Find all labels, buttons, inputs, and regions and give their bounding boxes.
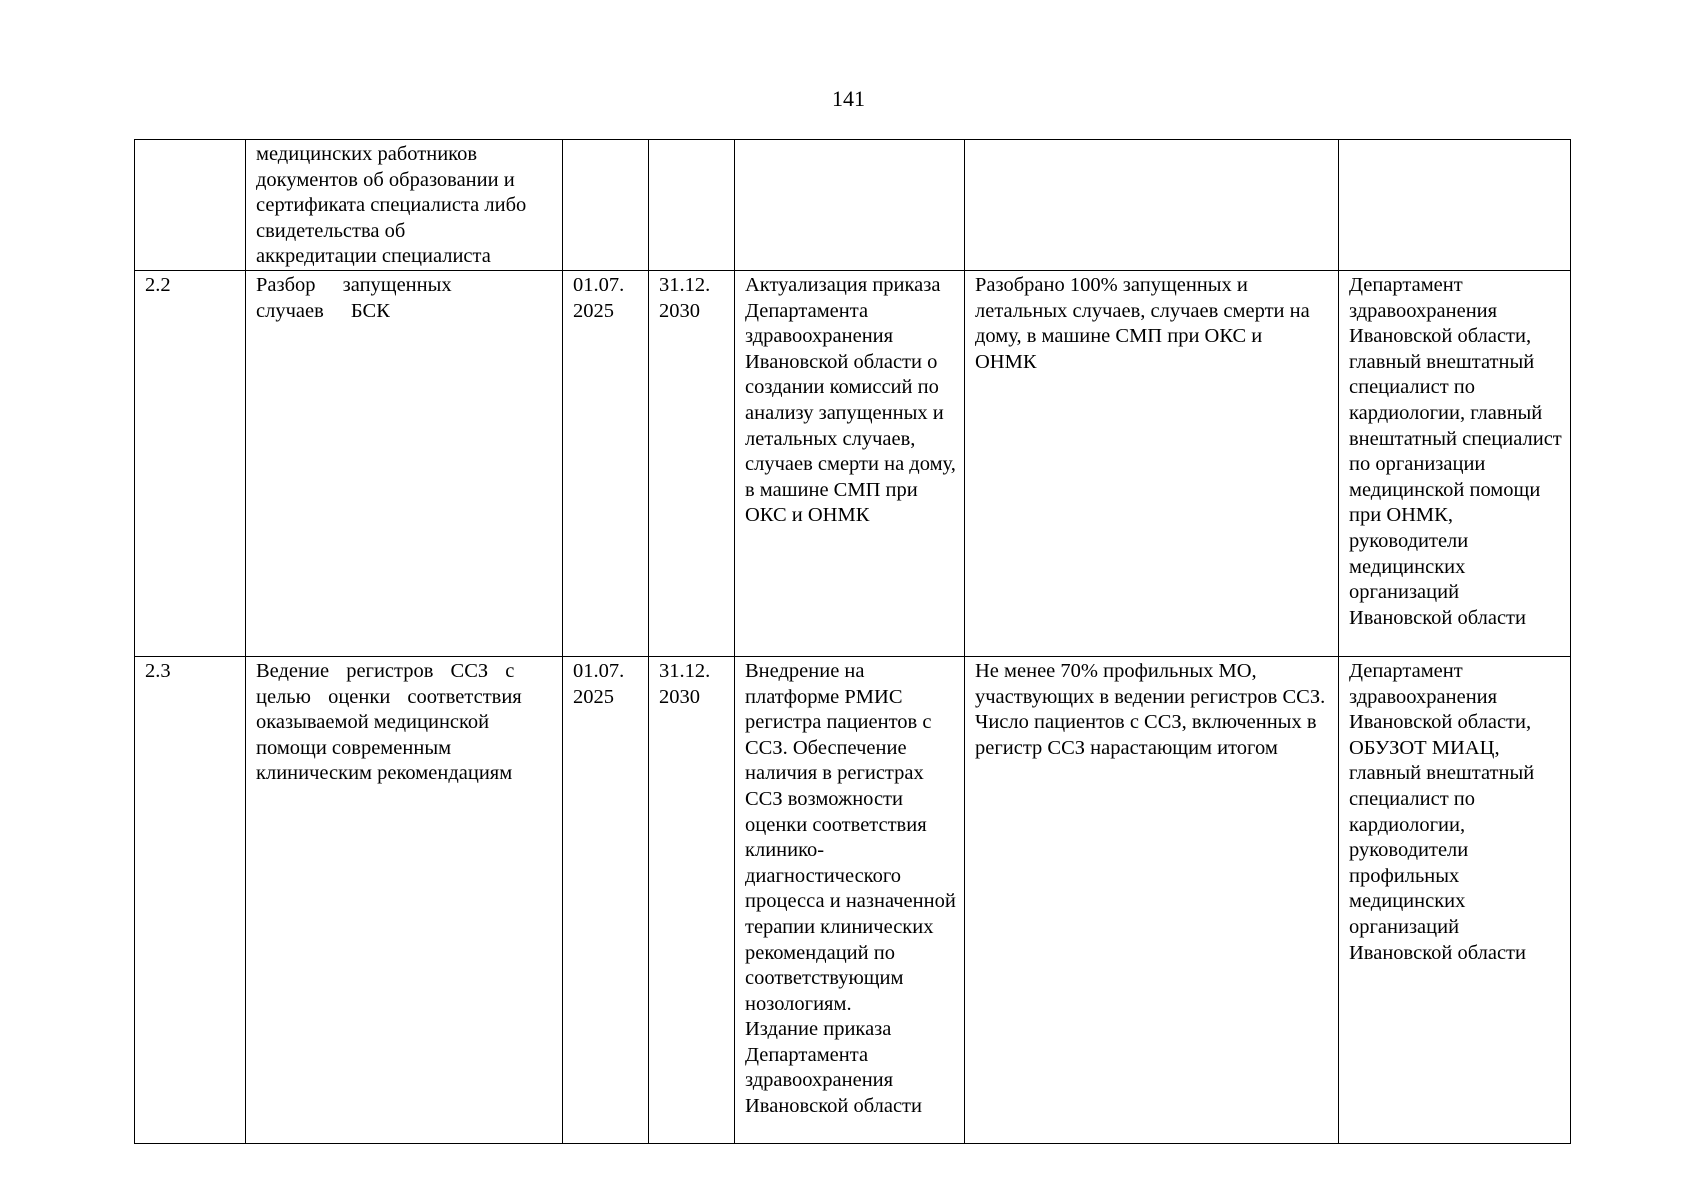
activity-name-line: целью оценки соответствия (256, 685, 522, 708)
activity-name-line: помощи современным (256, 736, 452, 759)
end-date-cell: 31.12. 2030 (649, 270, 735, 656)
row-number-cell: 2.2 (135, 270, 246, 656)
table-row (135, 270, 1571, 656)
table-row (135, 656, 1571, 1143)
end-date-cell: 31.12. 2030 (649, 656, 735, 1143)
action-cell (735, 140, 965, 271)
start-date-cell: 01.07. 2025 (563, 656, 649, 1143)
activity-name-cell (246, 270, 563, 656)
action-cell: Актуализация приказа Департамента здравоохранения Ивановской области о создании комиссий по анализу запущенных и летальных случаев, случаев смерти на дому, в машине СМП при ОКС и ОНМК (735, 270, 965, 656)
responsible-cell (1339, 140, 1571, 271)
activities-table (134, 139, 1571, 1144)
responsible-cell: Департамент здравоохранения Ивановской области, ОБУЗОТ МИАЦ, главный внештатный специалист по кардиологии, руководители профильных медицинских организаций Ивановской области (1339, 656, 1571, 1143)
end-date-cell (649, 140, 735, 271)
activity-name-line: свидетельства об (256, 219, 406, 242)
action-cell: Внедрение на платформе РМИС регистра пациентов с ССЗ. Обеспечение наличия в регистрах ССЗ возможности оценки соответствия клинико-диагностического процесса и назначенной терапии клинических рекомендаций по соответствующим нозологиям. Издание приказа Департамента здравоохранения Ивановской области (735, 656, 965, 1143)
activity-name-line: аккредитации специалиста (256, 245, 491, 268)
activity-name-line: медицинских работников (256, 143, 478, 165)
page-number: 141 (832, 86, 865, 111)
result-cell: Не менее 70% профильных МО, участвующих в ведении регистров ССЗ. Число пациентов с ССЗ, включенных в регистр ССЗ нарастающим итогом (965, 656, 1339, 1143)
row-number-cell: 2.3 (135, 656, 246, 1143)
table-row (135, 140, 1571, 271)
responsible-cell: Департамент здравоохранения Ивановской области, главный внештатный специалист по кардиологии, главный внештатный специалист по организации медицинской помощи при ОНМК, руководители медицинских организаций Ивановской области (1339, 270, 1571, 656)
result-cell: Разобрано 100% запущенных и летальных случаев, случаев смерти на дому, в машине СМП при ОКС и ОНМК (965, 270, 1339, 656)
activity-name-cell (246, 140, 563, 271)
activity-name-line: сертификата специалиста либо (256, 194, 527, 217)
activity-name-line: оказываемой медицинской (256, 711, 490, 734)
start-date-cell (563, 140, 649, 271)
activity-name-line: документов об образовании и (256, 168, 515, 191)
row-number-cell (135, 140, 246, 271)
activity-name-line: Разбор запущенных (256, 273, 452, 296)
result-cell (965, 140, 1339, 271)
activity-name-line: случаев БСК (256, 299, 390, 322)
activity-name-line: Ведение регистров ССЗ с (256, 659, 515, 682)
activity-name-line: клиническим рекомендациям (256, 762, 513, 785)
start-date-cell: 01.07. 2025 (563, 270, 649, 656)
activity-name-cell (246, 656, 563, 1143)
